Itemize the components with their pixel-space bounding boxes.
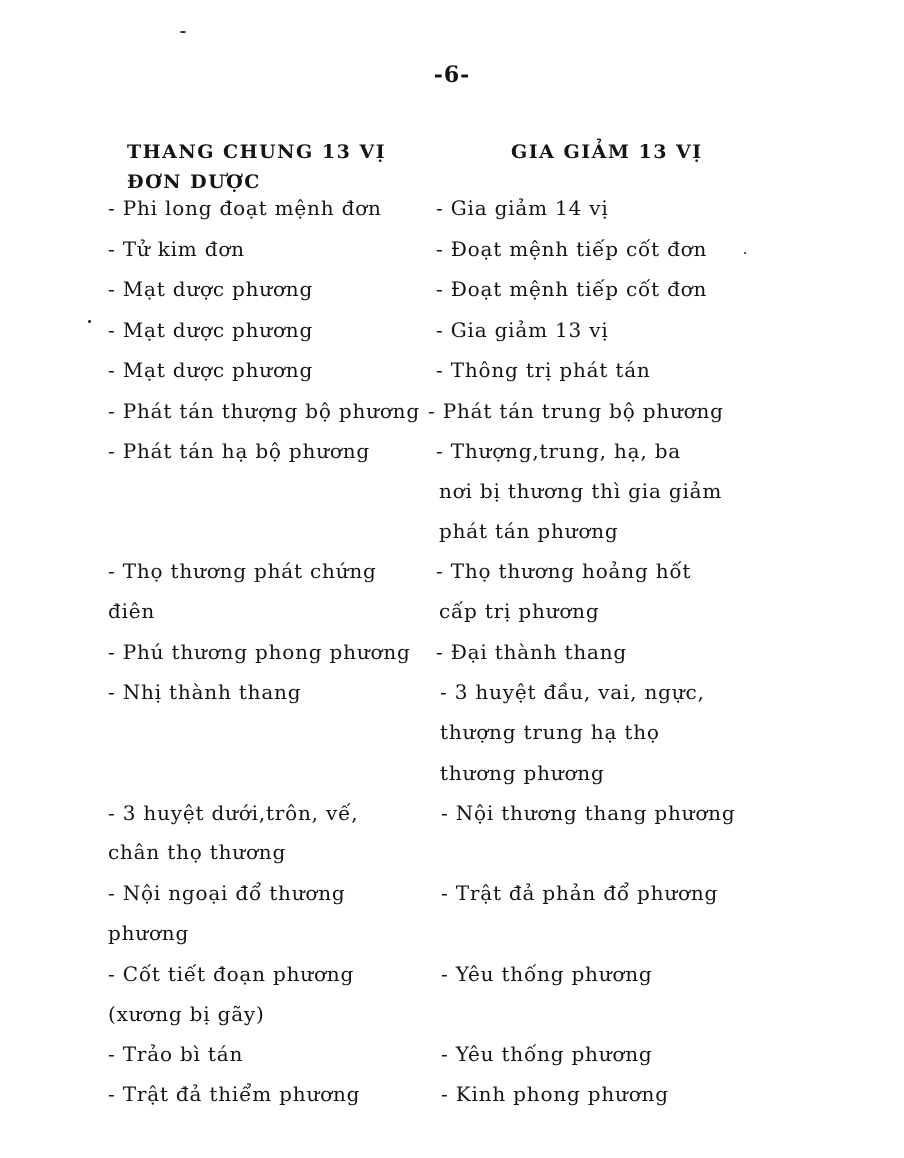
left-line: chân thọ thương	[108, 840, 287, 864]
right-line: - Thọ thương hoảng hốt	[436, 559, 692, 583]
right-line: - Đoạt mệnh tiếp cốt đơn	[436, 237, 708, 261]
right-line: - Yêu thống phương	[441, 1042, 653, 1066]
left-line: phương	[108, 921, 190, 945]
right-line: - Trật đả phản đổ phương	[441, 881, 719, 905]
left-line: - Phú thương phong phương	[108, 640, 411, 664]
right-line: - Kinh phong phương	[441, 1082, 669, 1106]
left-line: - Phát tán thượng bộ phương	[108, 399, 420, 423]
left-line: - Tử kim đơn	[108, 237, 245, 261]
left-line: - Phi long đoạt mệnh đơn	[108, 196, 382, 220]
left-column-heading: THANG CHUNG 13 VỊ	[127, 141, 387, 163]
left-line: - Cốt tiết đoạn phương	[108, 962, 355, 986]
right-line: - Nội thương thang phương	[441, 801, 736, 825]
right-column-heading: GIA GIẢM 13 VỊ	[511, 141, 703, 163]
left-line: điên	[108, 599, 156, 623]
right-line: nơi bị thương thì gia giảm	[439, 479, 723, 503]
left-line: - Mạt dược phương	[108, 277, 314, 301]
right-line: - Gia giảm 13 vị	[436, 318, 609, 342]
right-line: thượng trung hạ thọ	[440, 720, 660, 744]
right-line: thương phương	[440, 761, 605, 785]
right-line: - Yêu thống phương	[441, 962, 653, 986]
scan-speck	[88, 320, 91, 323]
left-line: - Phát tán hạ bộ phương	[108, 439, 371, 463]
page-number: -6-	[433, 62, 471, 88]
left-line: - Trảo bì tán	[108, 1042, 244, 1066]
right-line: - 3 huyệt đầu, vai, ngực,	[440, 680, 705, 704]
left-line: - Nhị thành thang	[108, 680, 302, 704]
left-line: - Mạt dược phương	[108, 358, 314, 382]
left-line: - Mạt dược phương	[108, 318, 314, 342]
right-line: - Phát tán trung bộ phương	[428, 399, 724, 423]
left-line: - 3 huyệt dưới,trôn, vế,	[108, 801, 359, 825]
scan-speck	[744, 252, 746, 254]
right-line: - Đoạt mệnh tiếp cốt đơn	[436, 277, 708, 301]
right-line: - Gia giảm 14 vị	[436, 196, 609, 220]
left-line: - Thọ thương phát chứng	[108, 559, 377, 583]
left-column-subheading: ĐƠN DƯỢC	[127, 171, 261, 193]
left-line: - Trật đả thiểm phương	[108, 1082, 361, 1106]
scan-speck	[180, 31, 186, 33]
right-line: - Thượng,trung, hạ, ba	[436, 439, 682, 463]
left-line: (xương bị gãy)	[108, 1002, 265, 1026]
right-line: - Đại thành thang	[436, 640, 628, 664]
right-line: - Thông trị phát tán	[436, 358, 651, 382]
right-line: phát tán phương	[439, 519, 619, 543]
left-line: - Nội ngoại đổ thương	[108, 881, 346, 905]
right-line: cấp trị phương	[439, 599, 600, 623]
